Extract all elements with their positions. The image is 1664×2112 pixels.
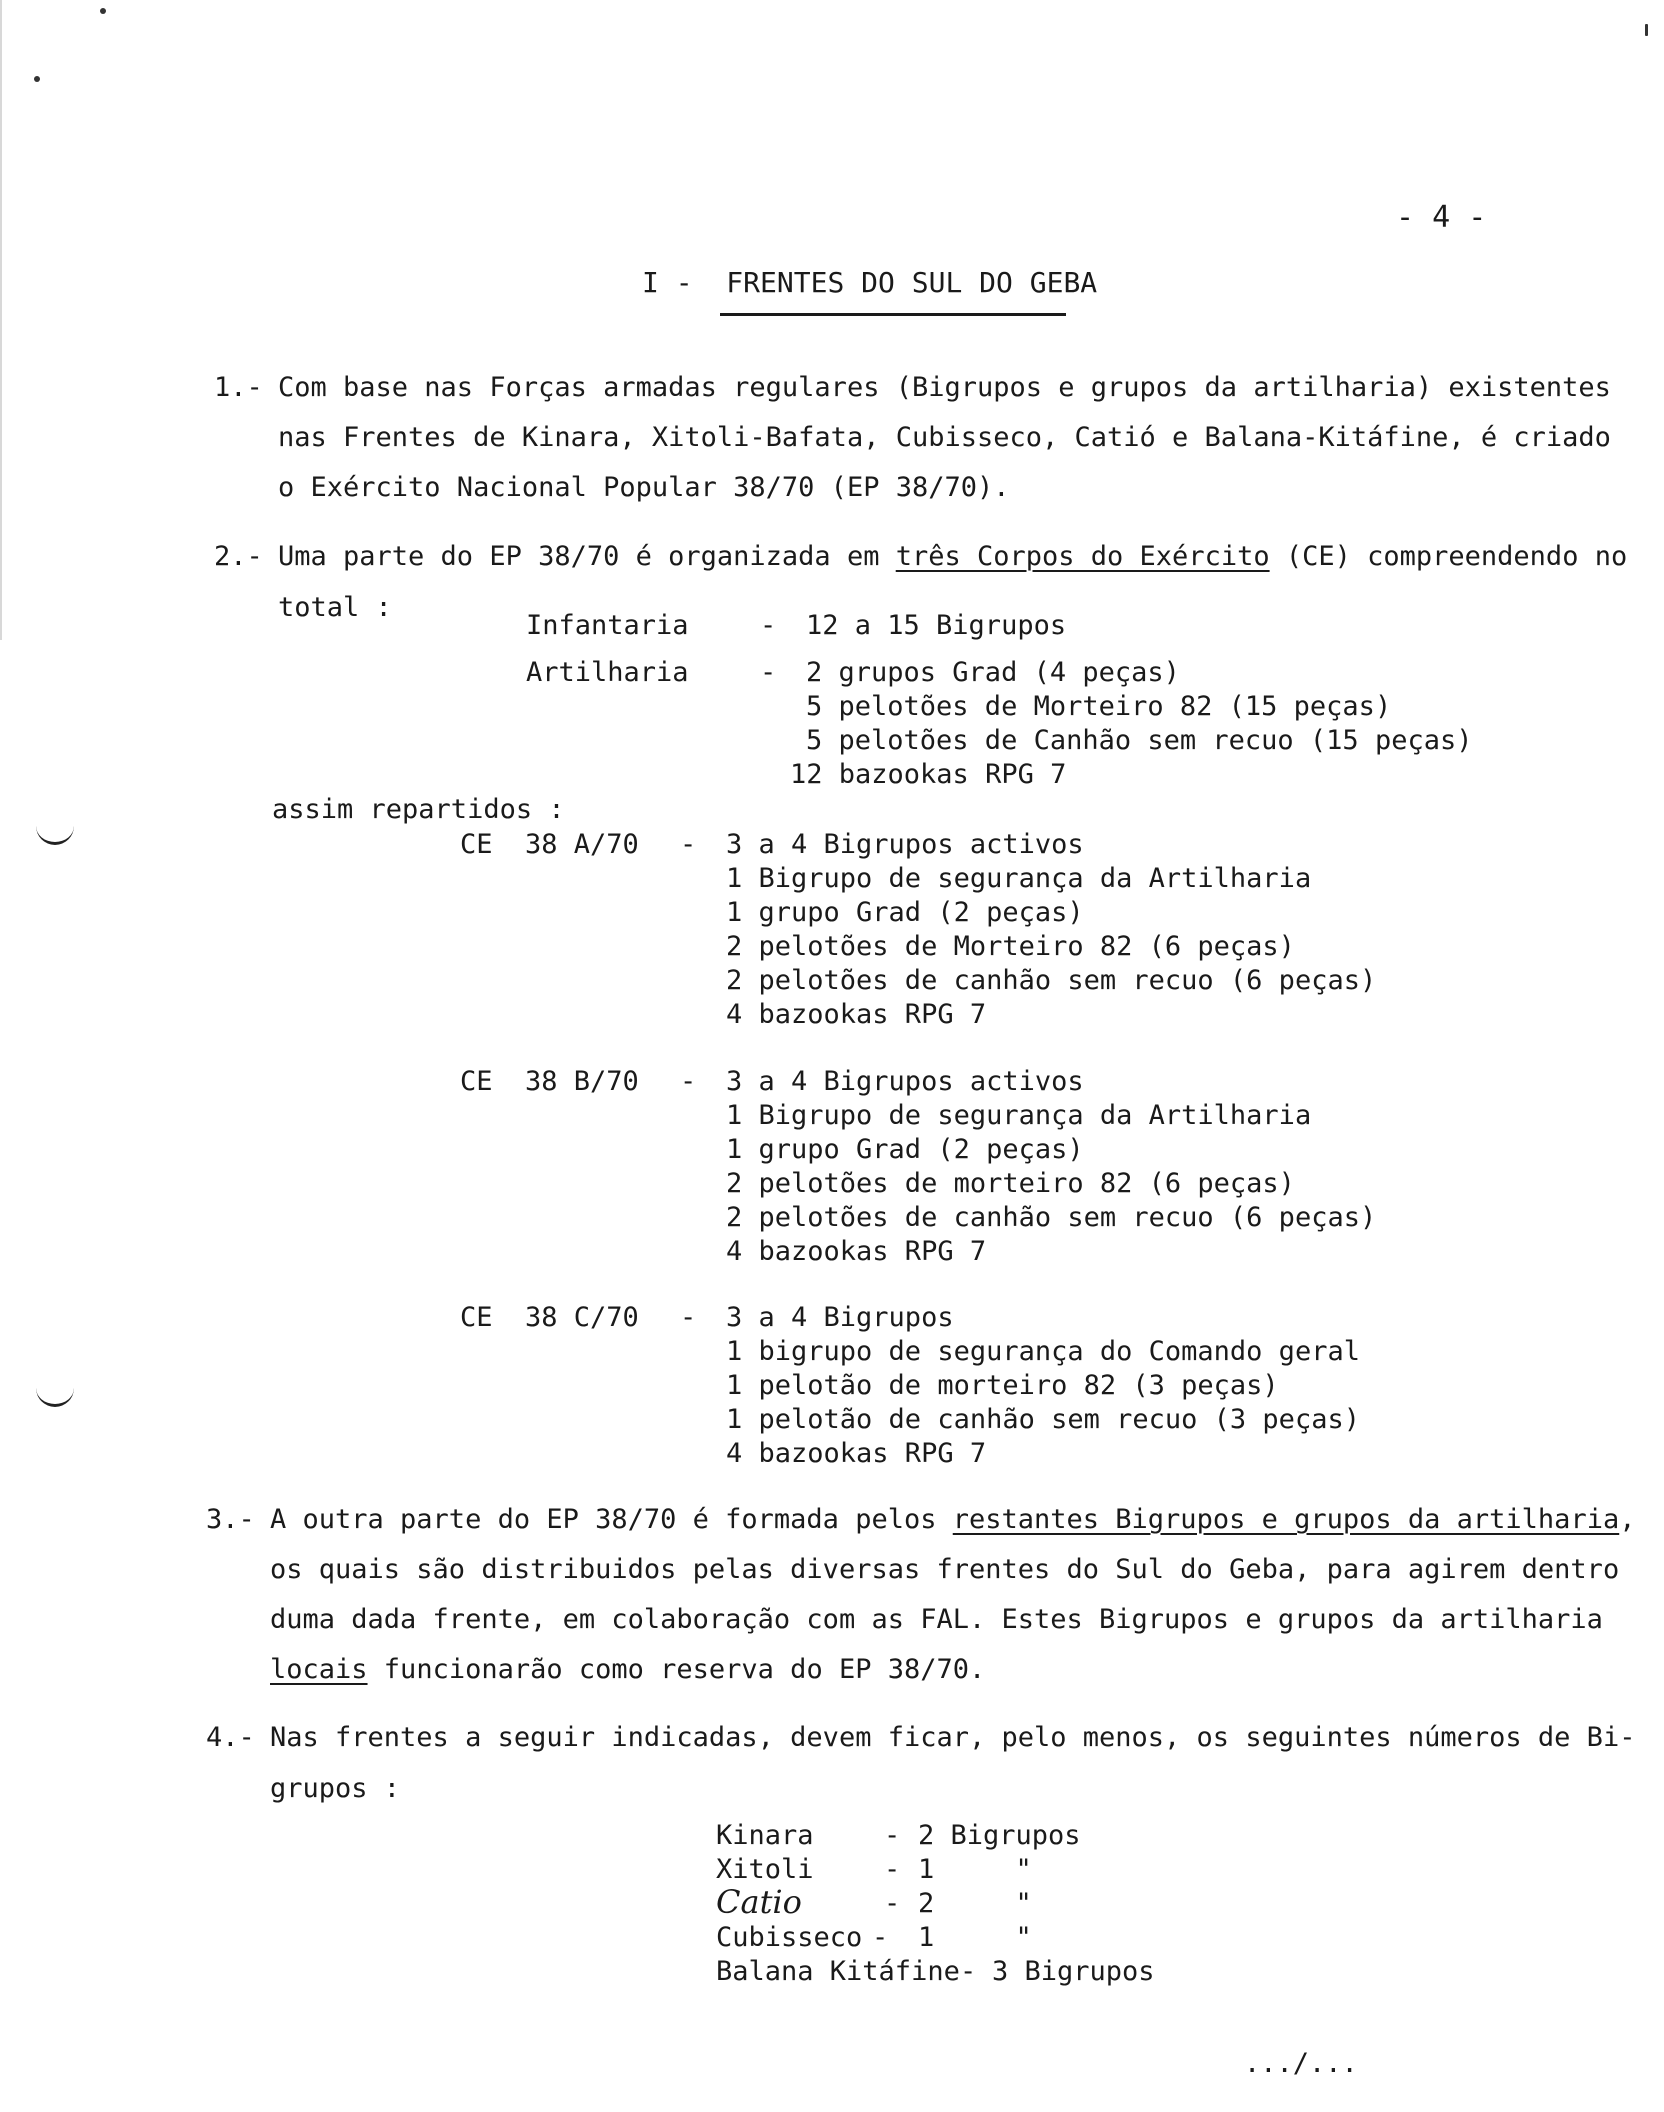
infantaria-label: Infantaria [526,610,689,641]
front-dash: - [960,1956,977,1987]
corps-item: 2 pelotões de canhão sem recuo (6 peças) [726,1202,1377,1233]
corps-dash: - [680,829,697,860]
front-value: 2 Bigrupos [918,1820,1081,1851]
p1-line: o Exército Nacional Popular 38/70 (EP 38/70). [278,472,1010,503]
p2-line: total : [278,592,392,623]
p3-underlined-text: restantes Bigrupos e grupos da artilharia [952,1504,1620,1535]
p3-underlined-text: locais [270,1654,368,1685]
scan-mark [34,76,40,82]
corps-item: 3 a 4 Bigrupos activos [726,1066,1084,1097]
front-name: Cubisseco [716,1922,863,1953]
title-underline [720,313,1066,316]
scan-mark [100,8,106,14]
page-number: - 4 - [1396,200,1487,235]
p3-line [270,1656,985,1683]
section-title: FRENTES DO SUL DO GEBA [726,266,1098,299]
corps-label: CE 38 C/70 [460,1302,639,1333]
front-name: Balana Kitáfine [716,1956,960,1987]
corps-item: 1 pelotão de morteiro 82 (3 peças) [726,1370,1279,1401]
corps-item: 1 pelotão de canhão sem recuo (3 peças) [726,1404,1360,1435]
corps-label: CE 38 A/70 [460,829,639,860]
p2-number: 2.- [214,541,263,572]
corps-item: 2 pelotões de Morteiro 82 (6 peças) [726,931,1295,962]
p3-number: 3.- [206,1504,255,1535]
p3-text: A outra parte do EP 38/70 é formada pelos [270,1504,953,1535]
p3-text: funcionarão como reserva do EP 38/70. [367,1654,986,1685]
front-dash: - [872,1922,889,1953]
corps-item: 4 bazookas RPG 7 [726,999,987,1030]
binder-mark [36,822,74,845]
corps-item: 3 a 4 Bigrupos activos [726,829,1084,860]
p2-underlined-text: três Corpos do Exército [895,541,1270,572]
artilharia-item: 2 grupos Grad (4 peças) [806,657,1180,688]
repartidos-label: assim repartidos : [272,794,565,825]
corps-item: 1 Bigrupo de segurança da Artilharia [726,1100,1312,1131]
front-value: 2 " [918,1888,1032,1919]
scan-edge [0,0,2,640]
p3-line [270,1506,1635,1533]
infantaria-value: 12 a 15 Bigrupos [806,610,1067,641]
front-value: 1 " [918,1922,1032,1953]
section-heading [642,266,1098,299]
artilharia-dash: - [760,657,777,688]
corps-item: 2 pelotões de canhão sem recuo (6 peças) [726,965,1377,996]
p4-line: Nas frentes a seguir indicadas, devem ficar, pelo menos, os seguintes números de Bi- [270,1722,1636,1753]
corps-item: 1 grupo Grad (2 peças) [726,1134,1084,1165]
continuation-marker: .../... [1244,2048,1358,2079]
front-value: 1 " [918,1854,1032,1885]
artilharia-item: 12 bazookas RPG 7 [790,759,1067,790]
front-name: Xitoli [716,1854,814,1885]
p2-text: Uma parte do EP 38/70 é organizada em [278,541,896,572]
corps-dash: - [680,1066,697,1097]
front-value: 3 Bigrupos [992,1956,1155,1987]
p4-line: grupos : [270,1773,401,1804]
p2-line [278,543,1627,570]
front-dash: - [884,1854,901,1885]
p3-line: duma dada frente, em colaboração com as FAL. Estes Bigrupos e grupos da artilharia [270,1604,1603,1635]
section-numeral: I - [642,266,693,299]
corps-item: 2 pelotões de morteiro 82 (6 peças) [726,1168,1295,1199]
p4-number: 4.- [206,1722,255,1753]
corps-item: 1 Bigrupo de segurança da Artilharia [726,863,1312,894]
corps-item: 1 bigrupo de segurança do Comando geral [726,1336,1360,1367]
infantaria-dash: - [760,610,777,641]
scan-mark [1645,24,1648,36]
front-name-handwritten: Catio [716,1883,802,1921]
artilharia-label: Artilharia [526,657,689,688]
p3-line: os quais são distribuidos pelas diversas frentes do Sul do Geba, para agirem dentro [270,1554,1620,1585]
front-name: Kinara [716,1820,814,1851]
artilharia-item: 5 pelotões de Morteiro 82 (15 peças) [806,691,1392,722]
corps-dash: - [680,1302,697,1333]
p1-number: 1.- [214,372,263,403]
binder-mark [36,1384,74,1407]
corps-item: 1 grupo Grad (2 peças) [726,897,1084,928]
p1-line: Com base nas Forças armadas regulares (Bigrupos e grupos da artilharia) existentes [278,372,1611,403]
front-dash: - [884,1820,901,1851]
corps-item: 4 bazookas RPG 7 [726,1438,987,1469]
artilharia-item: 5 pelotões de Canhão sem recuo (15 peças) [806,725,1473,756]
p3-text: , [1619,1504,1636,1535]
p2-text: (CE) compreendendo no [1269,541,1628,572]
corps-item: 4 bazookas RPG 7 [726,1236,987,1267]
front-dash: - [884,1888,901,1919]
p1-line: nas Frentes de Kinara, Xitoli-Bafata, Cubisseco, Catió e Balana-Kitáfine, é criado [278,422,1611,453]
corps-item: 3 a 4 Bigrupos [726,1302,954,1333]
corps-label: CE 38 B/70 [460,1066,639,1097]
